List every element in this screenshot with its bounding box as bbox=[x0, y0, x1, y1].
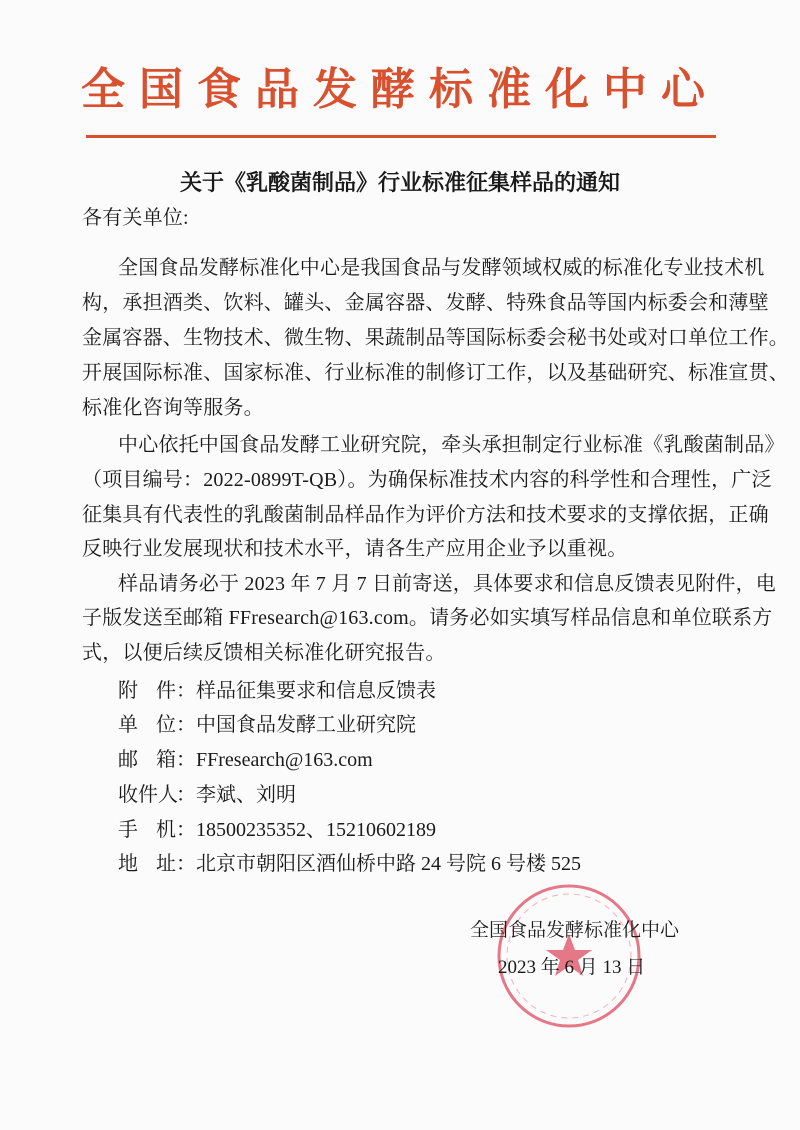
contact-address: 地址：北京市朝阳区酒仙桥中路 24 号院 6 号楼 525 bbox=[118, 853, 581, 875]
signature-org: 全国食品发酵标准化中心 bbox=[470, 920, 680, 941]
paragraph-line: （项目编号：2022-0899T-QB）。为确保标准技术内容的科学性和合理性，广泛 bbox=[82, 469, 772, 491]
contact-recipient: 收件人：李斌、刘明 bbox=[118, 784, 296, 806]
contact-unit: 单位：中国食品发酵工业研究院 bbox=[118, 714, 416, 736]
signature-date: 2023 年 6 月 13 日 bbox=[498, 957, 646, 978]
paragraph-line: 子版发送至邮箱 FFresearch@163.com。请务必如实填写样品信息和单位联系方 bbox=[82, 607, 773, 629]
paragraph-line: 金属容器、生物技术、微生物、果蔬制品等国际标委会秘书处或对口单位工作。 bbox=[82, 327, 789, 349]
contact-attachment: 附件：样品征集要求和信息反馈表 bbox=[118, 680, 436, 702]
letterhead-divider bbox=[86, 135, 716, 138]
letterhead: 全国食品发酵标准化中心 bbox=[81, 65, 719, 114]
paragraph-line: 构，承担酒类、饮料、罐头、金属容器、发酵、特殊食品等国内标委会和薄壁 bbox=[82, 292, 769, 314]
document-title: 关于《乳酸菌制品》行业标准征集样品的通知 bbox=[179, 171, 620, 196]
paragraph-line: 样品请务必于 2023 年 7 月 7 日前寄送，具体要求和信息反馈表见附件，电 bbox=[118, 573, 776, 595]
paragraph-line: 反映行业发展现状和技术水平，请各生产应用企业予以重视。 bbox=[82, 538, 628, 560]
paragraph-line: 征集具有代表性的乳酸菌制品样品作为评价方法和技术要求的支撑依据，正确 bbox=[82, 504, 769, 526]
paragraph-line: 式，以便后续反馈相关标准化研究报告。 bbox=[82, 642, 446, 664]
salutation: 各有关单位: bbox=[82, 207, 189, 229]
contact-email: 邮箱：FFresearch@163.com bbox=[118, 749, 373, 771]
paragraph-line: 全国食品发酵标准化中心是我国食品与发酵领域权威的标准化专业技术机 bbox=[118, 257, 765, 279]
paragraph-line: 标准化咨询等服务。 bbox=[82, 397, 264, 419]
paragraph-line: 开展国际标准、国家标准、行业标准的制修订工作，以及基础研究、标准宣贯、 bbox=[82, 362, 789, 384]
contact-phone: 手机：18500235352、15210602189 bbox=[118, 819, 436, 841]
paragraph-line: 中心依托中国食品发酵工业研究院，牵头承担制定行业标准《乳酸菌制品》 bbox=[118, 434, 785, 456]
